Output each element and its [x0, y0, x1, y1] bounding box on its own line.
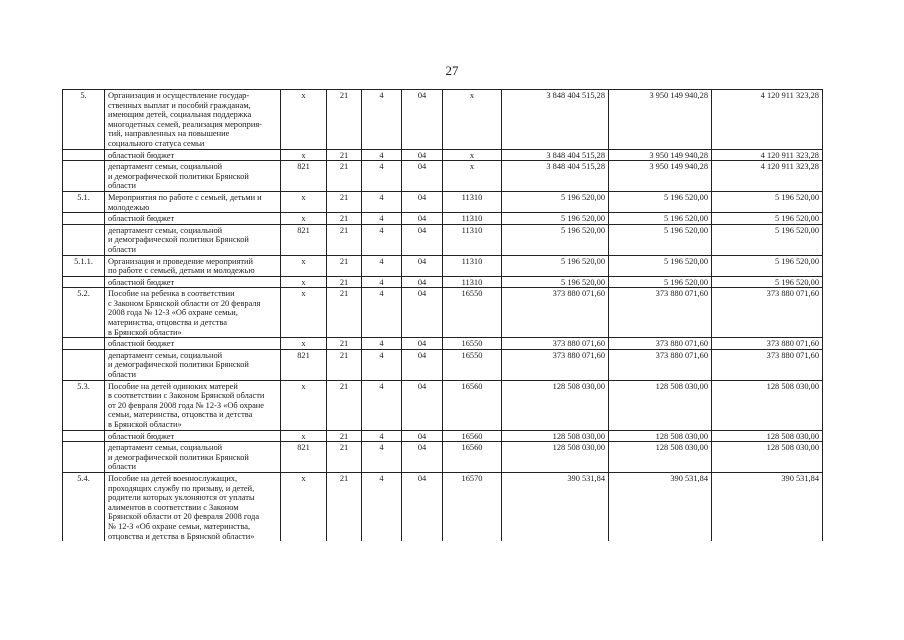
section-code-cell: 04: [402, 224, 443, 255]
amount-year1-cell: 373 880 071,60: [502, 349, 609, 380]
budget-table: [62, 89, 823, 541]
amount-year2-cell: 5 196 520,00: [609, 276, 712, 288]
admin-code-cell: х: [281, 90, 327, 150]
direction-code-cell: х: [443, 161, 502, 192]
admin-code-cell: 821: [281, 161, 327, 192]
amount-year3-cell: 4 120 911 323,28: [712, 161, 823, 192]
table-row: [63, 255, 823, 276]
row-number-cell: [63, 224, 105, 255]
subprogram-code-cell: 4: [362, 224, 402, 255]
program-code-cell: 21: [327, 149, 362, 161]
amount-year3-cell: 128 508 030,00: [712, 380, 823, 430]
amount-year2-cell: 373 880 071,60: [609, 349, 712, 380]
subprogram-code-cell: 4: [362, 430, 402, 442]
direction-code-cell: 11310: [443, 191, 502, 212]
amount-year3-cell: 5 196 520,00: [712, 255, 823, 276]
subprogram-code-cell: 4: [362, 349, 402, 380]
section-code-cell: 04: [402, 161, 443, 192]
section-code-cell: 04: [402, 90, 443, 150]
table-row: [63, 380, 823, 430]
row-number-cell: 5.1.1.: [63, 255, 105, 276]
program-code-cell: 21: [327, 191, 362, 212]
admin-code-cell: х: [281, 380, 327, 430]
amount-year3-cell: 4 120 911 323,28: [712, 90, 823, 150]
program-code-cell: 21: [327, 380, 362, 430]
program-code-cell: 21: [327, 224, 362, 255]
subprogram-code-cell: 4: [362, 255, 402, 276]
admin-code-cell: х: [281, 191, 327, 212]
section-code-cell: 04: [402, 338, 443, 350]
row-name-cell: областной бюджет: [105, 276, 281, 288]
amount-year3-cell: 128 508 030,00: [712, 442, 823, 473]
amount-year3-cell: 5 196 520,00: [712, 276, 823, 288]
amount-year2-cell: 128 508 030,00: [609, 430, 712, 442]
amount-year2-cell: 390 531,84: [609, 472, 712, 541]
subprogram-code-cell: 4: [362, 213, 402, 225]
table-row: [63, 161, 823, 192]
row-name-cell: областной бюджет: [105, 338, 281, 350]
amount-year1-cell: 128 508 030,00: [502, 380, 609, 430]
direction-code-cell: 11310: [443, 276, 502, 288]
table-row: [63, 338, 823, 350]
row-number-cell: [63, 442, 105, 473]
admin-code-cell: х: [281, 213, 327, 225]
amount-year3-cell: 373 880 071,60: [712, 349, 823, 380]
table-row: [63, 191, 823, 212]
amount-year1-cell: 390 531,84: [502, 472, 609, 541]
direction-code-cell: х: [443, 149, 502, 161]
admin-code-cell: х: [281, 276, 327, 288]
amount-year1-cell: 373 880 071,60: [502, 338, 609, 350]
row-number-cell: [63, 349, 105, 380]
section-code-cell: 04: [402, 276, 443, 288]
section-code-cell: 04: [402, 430, 443, 442]
direction-code-cell: 11310: [443, 213, 502, 225]
row-number-cell: 5.4.: [63, 472, 105, 541]
amount-year3-cell: 5 196 520,00: [712, 224, 823, 255]
table-row: [63, 276, 823, 288]
admin-code-cell: 821: [281, 349, 327, 380]
row-name-cell: Организация и осуществление государ- ственных выплат и пособий гражданам, имеющим детей, социальная поддержка многодетных семей, реализация мероприя- тий, направленных на повышение социального статуса семьи: [105, 90, 281, 150]
amount-year3-cell: 128 508 030,00: [712, 430, 823, 442]
page-number: 27: [445, 63, 459, 78]
table-row: [63, 349, 823, 380]
direction-code-cell: 16550: [443, 338, 502, 350]
section-code-cell: 04: [402, 191, 443, 212]
subprogram-code-cell: 4: [362, 338, 402, 350]
subprogram-code-cell: 4: [362, 149, 402, 161]
row-name-cell: департамент семьи, социальной и демографической политики Брянской области: [105, 161, 281, 192]
row-number-cell: [63, 338, 105, 350]
table-row: [63, 90, 823, 150]
section-code-cell: 04: [402, 380, 443, 430]
program-code-cell: 21: [327, 276, 362, 288]
row-number-cell: [63, 149, 105, 161]
row-name-cell: Пособие на детей одиноких матерей в соответствии с Законом Брянской области от 20 февраля 2008 года № 12-З «Об охране семьи, материнства, отцовства и детства в Брянской области»: [105, 380, 281, 430]
table-row: [63, 149, 823, 161]
subprogram-code-cell: 4: [362, 90, 402, 150]
row-number-cell: [63, 213, 105, 225]
section-code-cell: 04: [402, 442, 443, 473]
row-name-cell: Пособие на детей военнослужащих, проходящих службу по призыву, и детей, родители которых уклоняются от уплаты алиментов в соответствии с Законом Брянской области от 20 февраля 2008 года № 12-З «Об охране семьи, материнства, отцовства и детства в Брянской области»: [105, 472, 281, 541]
program-code-cell: 21: [327, 430, 362, 442]
row-name-cell: департамент семьи, социальной и демографической политики Брянской области: [105, 224, 281, 255]
row-number-cell: [63, 161, 105, 192]
program-code-cell: 21: [327, 338, 362, 350]
amount-year1-cell: 128 508 030,00: [502, 442, 609, 473]
amount-year2-cell: 5 196 520,00: [609, 191, 712, 212]
program-code-cell: 21: [327, 442, 362, 473]
amount-year3-cell: 390 531,84: [712, 472, 823, 541]
row-name-cell: областной бюджет: [105, 213, 281, 225]
row-name-cell: Пособие на ребенка в соответствии с Законом Брянской области от 20 февраля 2008 года № 12-З «Об охране семьи, материнства, отцовства и детства в Брянской области»: [105, 288, 281, 338]
amount-year2-cell: 3 950 149 940,28: [609, 90, 712, 150]
row-number-cell: 5.2.: [63, 288, 105, 338]
row-number-cell: 5.3.: [63, 380, 105, 430]
amount-year2-cell: 5 196 520,00: [609, 255, 712, 276]
direction-code-cell: 16560: [443, 430, 502, 442]
subprogram-code-cell: 4: [362, 442, 402, 473]
admin-code-cell: х: [281, 430, 327, 442]
row-name-cell: Организация и проведение мероприятий по работе с семьей, детьми и молодежью: [105, 255, 281, 276]
amount-year1-cell: 5 196 520,00: [502, 276, 609, 288]
row-name-cell: областной бюджет: [105, 430, 281, 442]
admin-code-cell: х: [281, 149, 327, 161]
direction-code-cell: 16550: [443, 349, 502, 380]
amount-year2-cell: 3 950 149 940,28: [609, 149, 712, 161]
subprogram-code-cell: 4: [362, 276, 402, 288]
amount-year1-cell: 5 196 520,00: [502, 255, 609, 276]
amount-year2-cell: 128 508 030,00: [609, 442, 712, 473]
direction-code-cell: 16570: [443, 472, 502, 541]
table-row: [63, 213, 823, 225]
table-row: [63, 472, 823, 541]
row-name-cell: областной бюджет: [105, 149, 281, 161]
amount-year3-cell: 373 880 071,60: [712, 288, 823, 338]
program-code-cell: 21: [327, 349, 362, 380]
admin-code-cell: 821: [281, 224, 327, 255]
subprogram-code-cell: 4: [362, 472, 402, 541]
program-code-cell: 21: [327, 90, 362, 150]
amount-year2-cell: 373 880 071,60: [609, 288, 712, 338]
subprogram-code-cell: 4: [362, 288, 402, 338]
amount-year1-cell: 3 848 404 515,28: [502, 161, 609, 192]
direction-code-cell: 11310: [443, 255, 502, 276]
row-number-cell: 5.: [63, 90, 105, 150]
subprogram-code-cell: 4: [362, 380, 402, 430]
section-code-cell: 04: [402, 255, 443, 276]
section-code-cell: 04: [402, 149, 443, 161]
amount-year1-cell: 128 508 030,00: [502, 430, 609, 442]
section-code-cell: 04: [402, 213, 443, 225]
section-code-cell: 04: [402, 288, 443, 338]
admin-code-cell: х: [281, 255, 327, 276]
amount-year3-cell: 373 880 071,60: [712, 338, 823, 350]
direction-code-cell: 16550: [443, 288, 502, 338]
amount-year3-cell: 4 120 911 323,28: [712, 149, 823, 161]
table-row: [63, 430, 823, 442]
admin-code-cell: х: [281, 288, 327, 338]
direction-code-cell: 16560: [443, 442, 502, 473]
section-code-cell: 04: [402, 349, 443, 380]
row-name-cell: департамент семьи, социальной и демографической политики Брянской области: [105, 349, 281, 380]
program-code-cell: 21: [327, 472, 362, 541]
amount-year1-cell: 5 196 520,00: [502, 191, 609, 212]
row-number-cell: 5.1.: [63, 191, 105, 212]
program-code-cell: 21: [327, 161, 362, 192]
amount-year1-cell: 5 196 520,00: [502, 224, 609, 255]
admin-code-cell: х: [281, 472, 327, 541]
program-code-cell: 21: [327, 213, 362, 225]
amount-year3-cell: 5 196 520,00: [712, 191, 823, 212]
table-row: [63, 224, 823, 255]
amount-year2-cell: 3 950 149 940,28: [609, 161, 712, 192]
amount-year3-cell: 5 196 520,00: [712, 213, 823, 225]
admin-code-cell: 821: [281, 442, 327, 473]
section-code-cell: 04: [402, 472, 443, 541]
amount-year2-cell: 128 508 030,00: [609, 380, 712, 430]
admin-code-cell: х: [281, 338, 327, 350]
table-row: [63, 288, 823, 338]
amount-year2-cell: 5 196 520,00: [609, 213, 712, 225]
program-code-cell: 21: [327, 288, 362, 338]
amount-year1-cell: 5 196 520,00: [502, 213, 609, 225]
subprogram-code-cell: 4: [362, 161, 402, 192]
row-name-cell: Мероприятия по работе с семьей, детьми и молодежью: [105, 191, 281, 212]
program-code-cell: 21: [327, 255, 362, 276]
amount-year1-cell: 373 880 071,60: [502, 288, 609, 338]
amount-year2-cell: 5 196 520,00: [609, 224, 712, 255]
row-number-cell: [63, 430, 105, 442]
direction-code-cell: 11310: [443, 224, 502, 255]
row-name-cell: департамент семьи, социальной и демографической политики Брянской области: [105, 442, 281, 473]
subprogram-code-cell: 4: [362, 191, 402, 212]
direction-code-cell: х: [443, 90, 502, 150]
table-row: [63, 442, 823, 473]
row-number-cell: [63, 276, 105, 288]
direction-code-cell: 16560: [443, 380, 502, 430]
amount-year1-cell: 3 848 404 515,28: [502, 90, 609, 150]
amount-year2-cell: 373 880 071,60: [609, 338, 712, 350]
amount-year1-cell: 3 848 404 515,28: [502, 149, 609, 161]
